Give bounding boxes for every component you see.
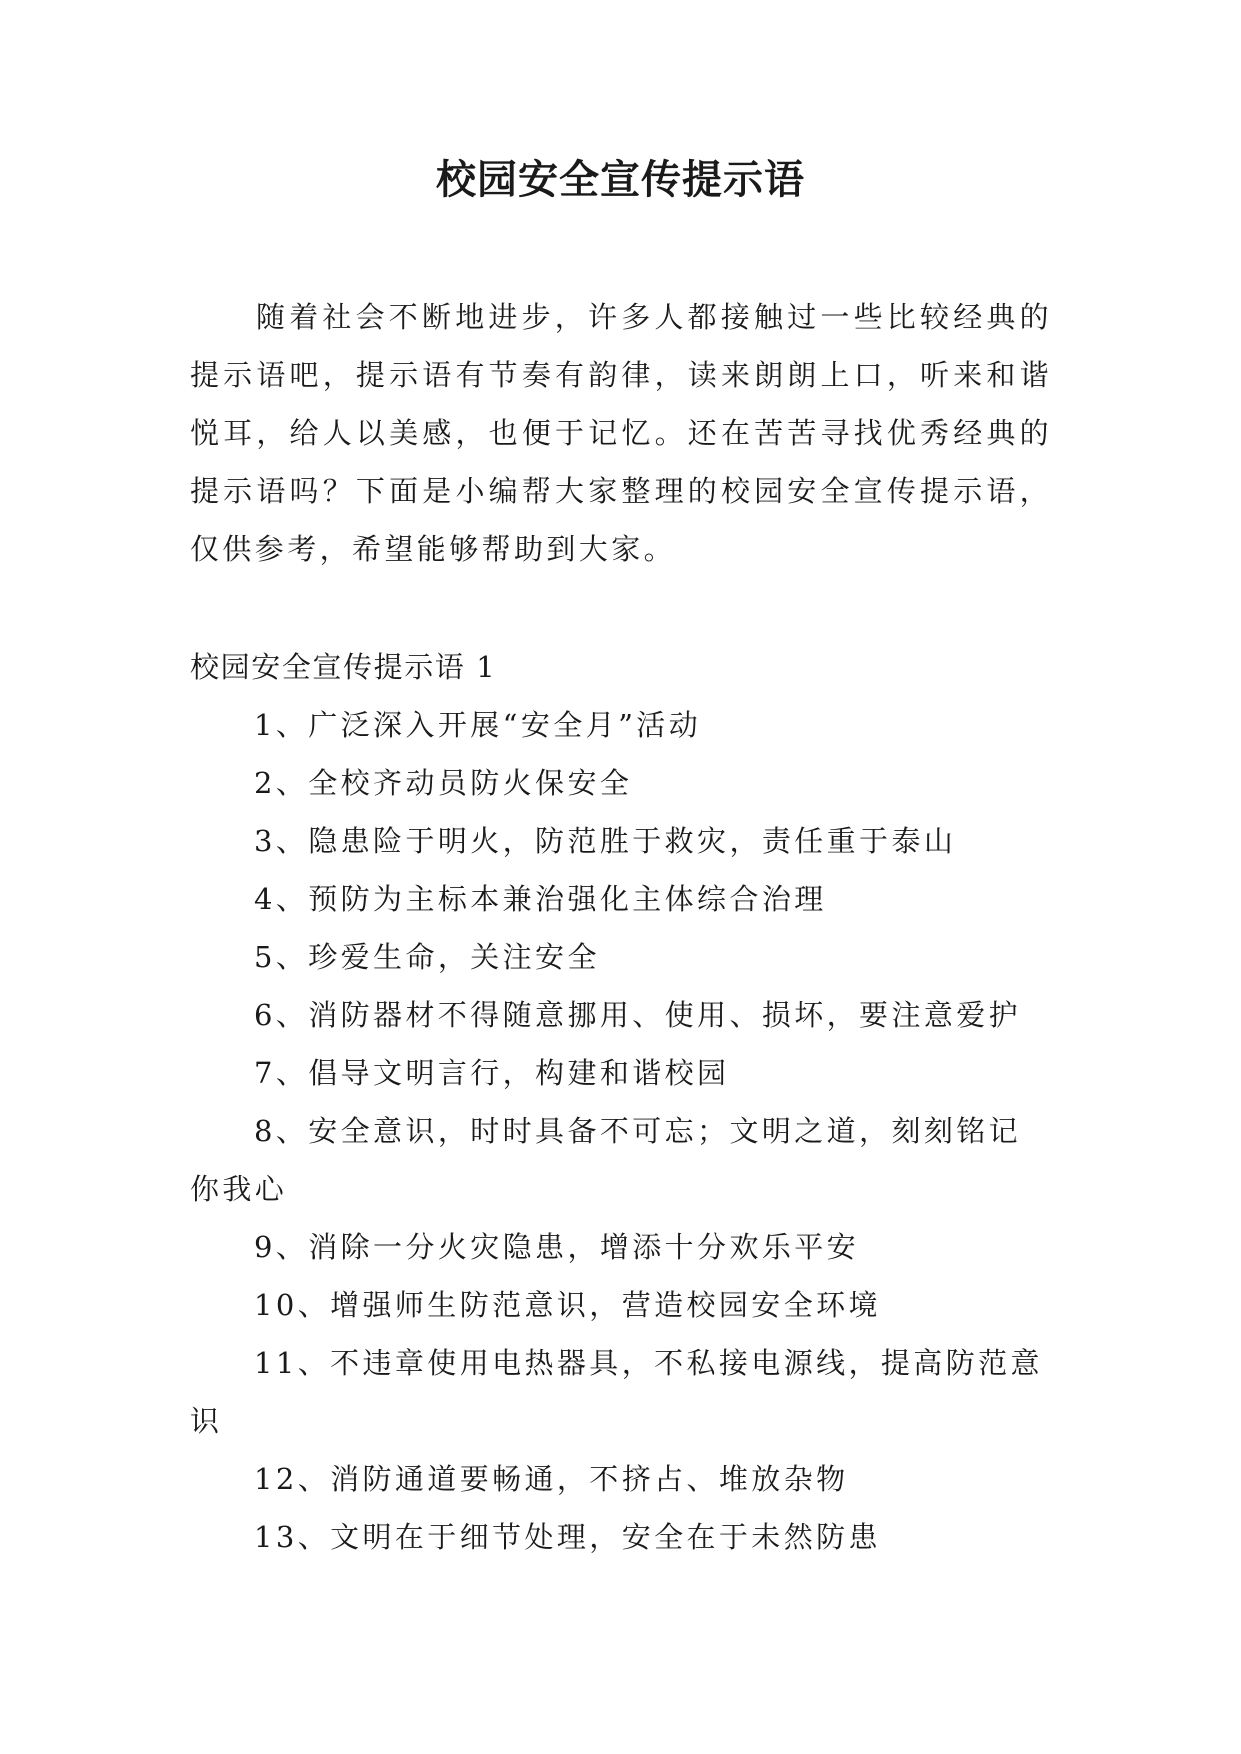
slogan-item: 8、安全意识，时时具备不可忘；文明之道，刻刻铭记你我心	[190, 1114, 1022, 1206]
slogan-item: 12、消防通道要畅通，不挤占、堆放杂物	[254, 1462, 849, 1496]
slogan-item: 4、预防为主标本兼治强化主体综合治理	[254, 882, 827, 916]
slogan-item: 7、倡导文明言行，构建和谐校园	[254, 1056, 730, 1090]
slogan-item: 2、全校齐动员防火保安全	[254, 766, 633, 800]
slogan-item: 5、珍爱生命，关注安全	[254, 940, 600, 974]
section-heading: 校园安全宣传提示语 1	[190, 650, 497, 684]
slogan-item: 11、不违章使用电热器具，不私接电源线，提高防范意识	[190, 1346, 1043, 1438]
slogan-list	[190, 696, 1052, 1566]
slogan-item: 13、文明在于细节处理，安全在于未然防患	[254, 1520, 881, 1554]
slogan-item: 10、增强师生防范意识，营造校园安全环境	[254, 1288, 881, 1322]
intro-paragraph: 随着社会不断地进步，许多人都接触过一些比较经典的提示语吧，提示语有节奏有韵律，读来朗朗上口，听来和谐悦耳，给人以美感，也便于记忆。还在苦苦寻找优秀经典的提示语吗？下面是小编帮大家整理的校园安全宣传提示语，仅供参考，希望能够帮助到大家。	[190, 300, 1052, 566]
page-title: 校园安全宣传提示语	[436, 156, 805, 203]
slogan-item: 6、消防器材不得随意挪用、使用、损坏，要注意爱护	[254, 998, 1022, 1032]
document-body	[190, 288, 1052, 1566]
slogan-item: 1、广泛深入开展“安全月”活动	[254, 708, 702, 742]
slogan-item: 3、隐患险于明火，防范胜于救灾，责任重于泰山	[254, 824, 957, 858]
slogan-item: 9、消除一分火灾隐患，增添十分欢乐平安	[254, 1230, 860, 1264]
